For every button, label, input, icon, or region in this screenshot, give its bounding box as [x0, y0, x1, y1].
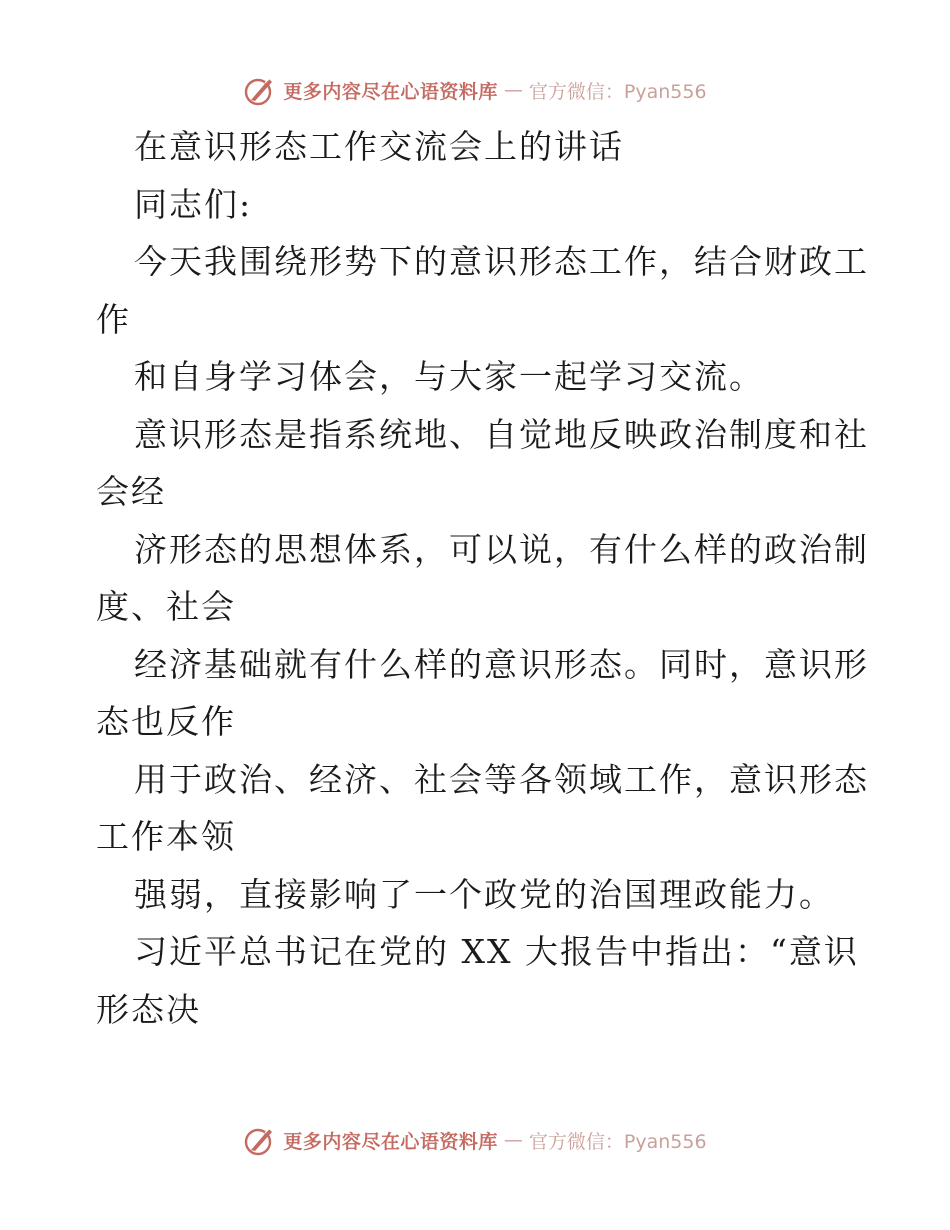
paragraph-line: 和自身学习体会，与大家一起学习交流。: [134, 357, 764, 396]
document-title: 在意识形态工作交流会上的讲话: [134, 127, 624, 166]
paragraph-line: 会经: [96, 472, 166, 511]
watermark-contact: 官方微信：Pyan556: [528, 1130, 707, 1153]
paragraph-line: 意识形态是指系统地、自觉地反映政治制度和社: [134, 414, 869, 454]
watermark-brand: 更多内容尽在心语资料库: [283, 1130, 498, 1153]
paragraph-line: 用于政治、经济、社会等各领域工作，意识形态: [134, 759, 869, 799]
paragraph-line: 工作本领: [96, 817, 236, 856]
paragraph-line: 济形态的思想体系，可以说，有什么样的政治制: [134, 529, 869, 569]
paragraph-line: 强弱，直接影响了一个政党的治国理政能力。: [134, 874, 834, 914]
header-watermark: [0, 70, 950, 110]
watermark-brand: 更多内容尽在心语资料库: [283, 80, 498, 103]
footer-watermark: [0, 1120, 950, 1160]
paragraph-line: 经济基础就有什么样的意识形态。同时，意识形: [134, 644, 869, 684]
paragraph-line: 习近平总书记在党的 XX 大报告中指出：“意识: [134, 932, 859, 971]
paragraph-line: 度、社会: [96, 587, 236, 626]
paragraph-line: 形态决: [96, 989, 201, 1029]
paragraph-line: 态也反作: [96, 702, 236, 741]
quill-pen-icon: [243, 73, 277, 107]
paragraph-line: 今天我围绕形势下的意识形态工作，结合财政工: [134, 242, 869, 281]
document-body: [96, 118, 869, 1038]
watermark-separator: —: [503, 1129, 523, 1151]
paragraph-line: 作: [96, 299, 131, 339]
quill-pen-icon: [243, 1123, 277, 1157]
watermark-separator: —: [503, 79, 523, 101]
watermark-contact: 官方微信：Pyan556: [528, 80, 707, 103]
salutation: 同志们:: [134, 184, 253, 224]
